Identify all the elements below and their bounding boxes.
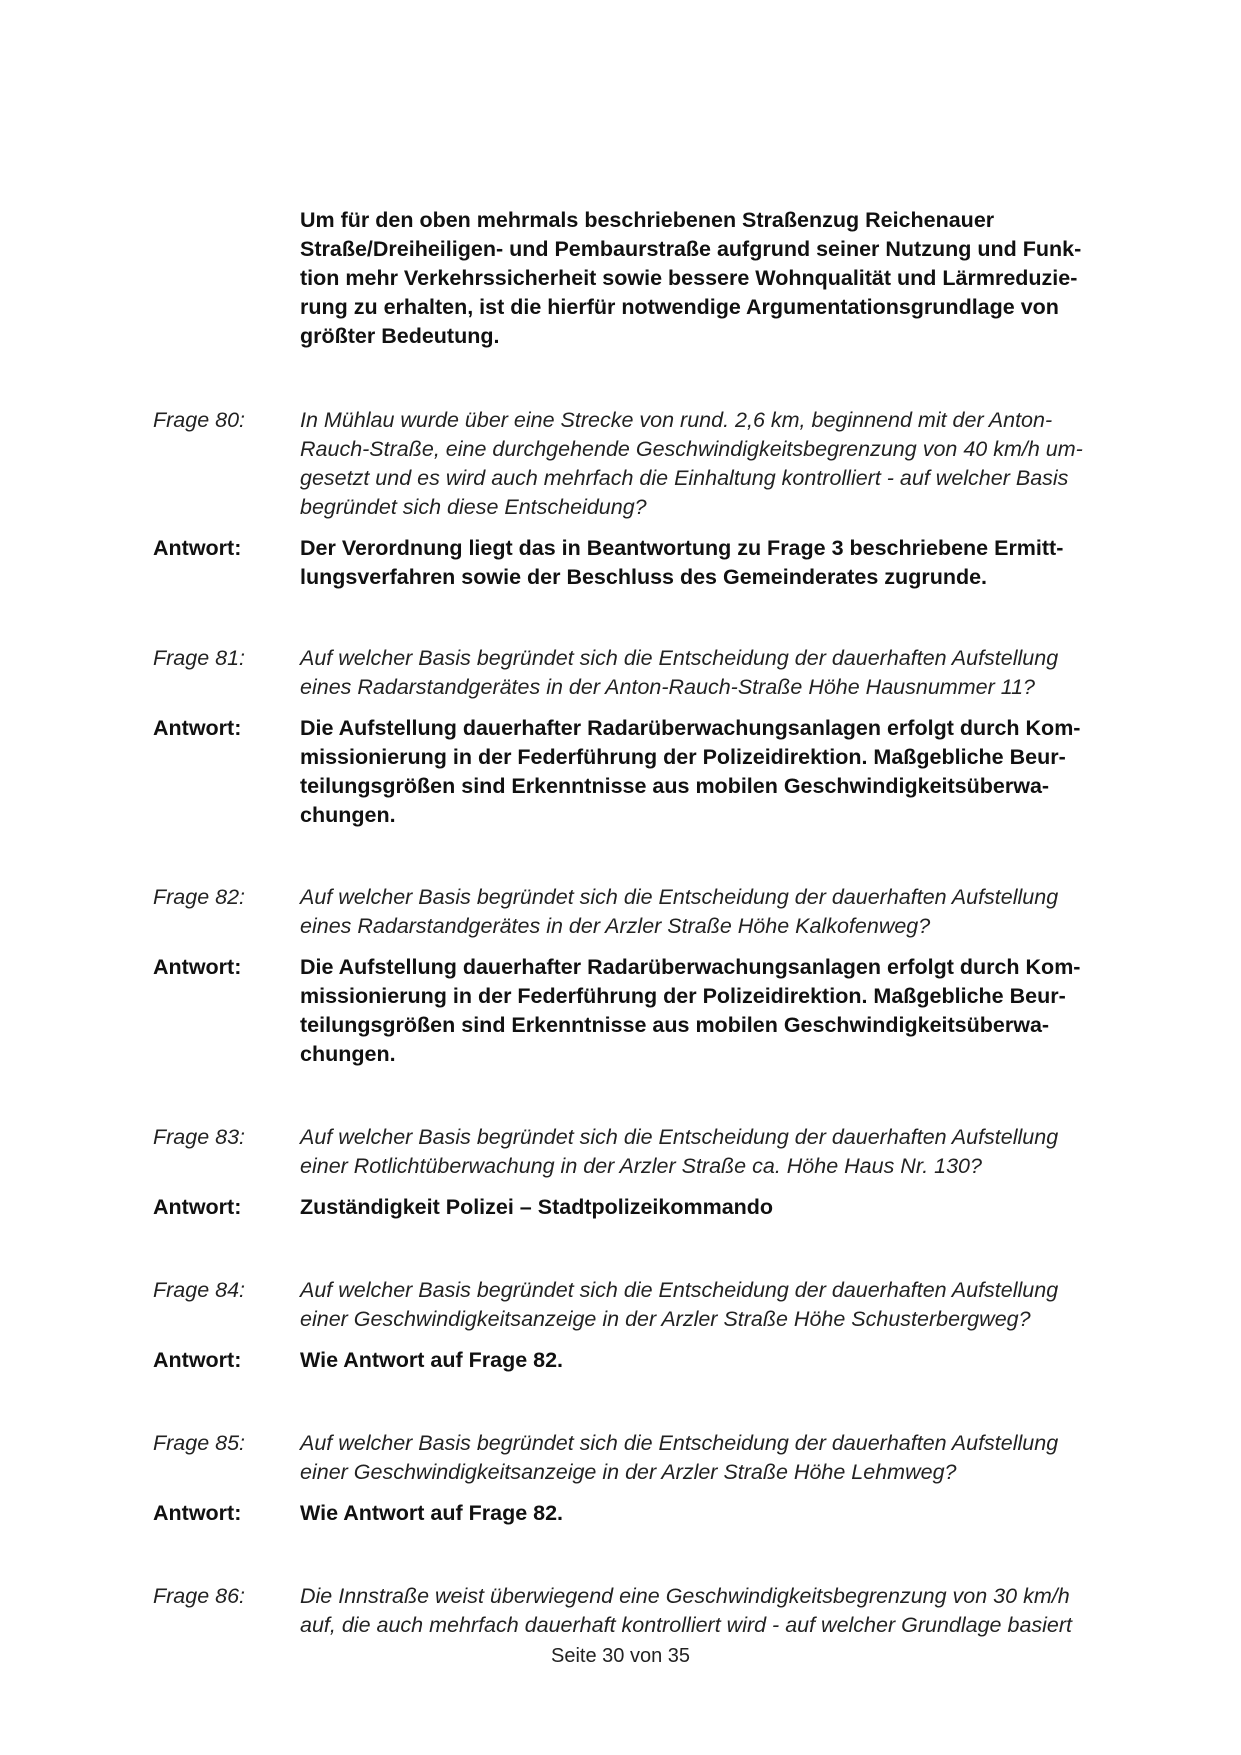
question-line: Rauch-Straße, eine durchgehende Geschwindigkeitsbegrenzung von 40 km/h um- — [300, 437, 1083, 461]
answer-line: teilungsgrößen sind Erkenntnisse aus mobilen Geschwindigkeitsüberwa- — [300, 1013, 1050, 1037]
question-line: gesetzt und es wird auch mehrfach die Einhaltung kontrolliert - auf welcher Basis — [300, 466, 1069, 490]
qa-block-84 — [153, 1276, 1133, 1375]
answer-line: missionierung in der Federführung der Polizeidirektion. Maßgebliche Beur- — [300, 984, 1066, 1008]
question-text — [300, 1429, 1130, 1487]
question-label: Frage 86: — [153, 1584, 246, 1608]
question-line: In Mühlau wurde über eine Strecke von rund. 2,6 km, beginnend mit der Anton- — [300, 408, 1053, 432]
question-line: Auf welcher Basis begründet sich die Entscheidung der dauerhaften Aufstellung — [300, 1431, 1059, 1455]
question-line: Auf welcher Basis begründet sich die Entscheidung der dauerhaften Aufstellung — [300, 1125, 1059, 1149]
answer-label: Antwort: — [153, 716, 242, 740]
question-label: Frage 81: — [153, 646, 246, 670]
question-row — [153, 644, 1133, 702]
answer-label: Antwort: — [153, 955, 242, 979]
question-text — [300, 644, 1130, 702]
answer-label: Antwort: — [153, 1501, 242, 1525]
question-text — [300, 1582, 1130, 1640]
intro-line: Um für den oben mehrmals beschriebenen Straßenzug Reichenauer — [300, 208, 995, 232]
answer-row — [153, 714, 1133, 830]
answer-text — [300, 534, 1130, 592]
question-row — [153, 1123, 1133, 1181]
intro-paragraph — [300, 206, 1130, 351]
qa-block-83 — [153, 1123, 1133, 1222]
qa-block-82 — [153, 883, 1133, 1069]
answer-label: Antwort: — [153, 1195, 242, 1219]
question-row — [153, 1582, 1133, 1640]
question-line: begründet sich diese Entscheidung? — [300, 495, 647, 519]
question-line: Die Innstraße weist überwiegend eine Geschwindigkeitsbegrenzung von 30 km/h — [300, 1584, 1070, 1608]
answer-text — [300, 1346, 1130, 1375]
question-label: Frage 80: — [153, 408, 246, 432]
question-row — [153, 883, 1133, 941]
answer-line: Wie Antwort auf Frage 82. — [300, 1348, 564, 1372]
answer-row — [153, 1346, 1133, 1375]
answer-line: Zuständigkeit Polizei – Stadtpolizeikommando — [300, 1195, 774, 1219]
answer-line: Wie Antwort auf Frage 82. — [300, 1501, 564, 1525]
answer-line: Der Verordnung liegt das in Beantwortung zu Frage 3 beschriebene Ermitt- — [300, 536, 1064, 560]
answer-text — [300, 1499, 1130, 1528]
intro-line: Straße/Dreiheiligen- und Pembaurstraße aufgrund seiner Nutzung und Funk- — [300, 237, 1082, 261]
answer-row — [153, 953, 1133, 1069]
question-text — [300, 406, 1130, 522]
answer-label: Antwort: — [153, 536, 242, 560]
question-label: Frage 82: — [153, 885, 246, 909]
question-row — [153, 1429, 1133, 1487]
answer-text — [300, 1193, 1130, 1222]
answer-text — [300, 714, 1130, 830]
answer-line: missionierung in der Federführung der Polizeidirektion. Maßgebliche Beur- — [300, 745, 1066, 769]
answer-line: Die Aufstellung dauerhafter Radarüberwachungsanlagen erfolgt durch Kom- — [300, 955, 1081, 979]
question-row — [153, 1276, 1133, 1334]
answer-line: chungen. — [300, 1042, 396, 1066]
page-number-footer: Seite 30 von 35 — [551, 1645, 690, 1667]
question-line: einer Geschwindigkeitsanzeige in der Arzler Straße Höhe Schusterbergweg? — [300, 1307, 1031, 1331]
question-line: Auf welcher Basis begründet sich die Entscheidung der dauerhaften Aufstellung — [300, 646, 1059, 670]
answer-line: teilungsgrößen sind Erkenntnisse aus mobilen Geschwindigkeitsüberwa- — [300, 774, 1050, 798]
question-line: eines Radarstandgerätes in der Anton-Rauch-Straße Höhe Hausnummer 11? — [300, 675, 1035, 699]
question-text — [300, 1276, 1130, 1334]
question-text — [300, 1123, 1130, 1181]
qa-block-80 — [153, 406, 1133, 592]
answer-line: chungen. — [300, 803, 396, 827]
question-label: Frage 84: — [153, 1278, 246, 1302]
question-text — [300, 883, 1130, 941]
question-line: Auf welcher Basis begründet sich die Entscheidung der dauerhaften Aufstellung — [300, 1278, 1059, 1302]
answer-text — [300, 953, 1130, 1069]
intro-line: tion mehr Verkehrssicherheit sowie bessere Wohnqualität und Lärmreduzie- — [300, 266, 1078, 290]
question-line: Auf welcher Basis begründet sich die Entscheidung der dauerhaften Aufstellung — [300, 885, 1059, 909]
qa-block-85 — [153, 1429, 1133, 1528]
answer-row — [153, 1193, 1133, 1222]
answer-line: lungsverfahren sowie der Beschluss des Gemeinderates zugrunde. — [300, 565, 988, 589]
question-label: Frage 85: — [153, 1431, 246, 1455]
answer-row — [153, 534, 1133, 592]
qa-block-86 — [153, 1582, 1133, 1640]
question-line: auf, die auch mehrfach dauerhaft kontrolliert wird - auf welcher Grundlage basiert — [300, 1613, 1073, 1637]
question-line: einer Geschwindigkeitsanzeige in der Arzler Straße Höhe Lehmweg? — [300, 1460, 957, 1484]
answer-line: Die Aufstellung dauerhafter Radarüberwachungsanlagen erfolgt durch Kom- — [300, 716, 1081, 740]
question-line: einer Rotlichtüberwachung in der Arzler Straße ca. Höhe Haus Nr. 130? — [300, 1154, 982, 1178]
answer-label: Antwort: — [153, 1348, 242, 1372]
intro-line: rung zu erhalten, ist die hierfür notwendige Argumentationsgrundlage von — [300, 295, 1059, 319]
question-line: eines Radarstandgerätes in der Arzler Straße Höhe Kalkofenweg? — [300, 914, 931, 938]
intro-line: größter Bedeutung. — [300, 324, 500, 348]
qa-block-81 — [153, 644, 1133, 830]
answer-row — [153, 1499, 1133, 1528]
question-row — [153, 406, 1133, 522]
question-label: Frage 83: — [153, 1125, 246, 1149]
